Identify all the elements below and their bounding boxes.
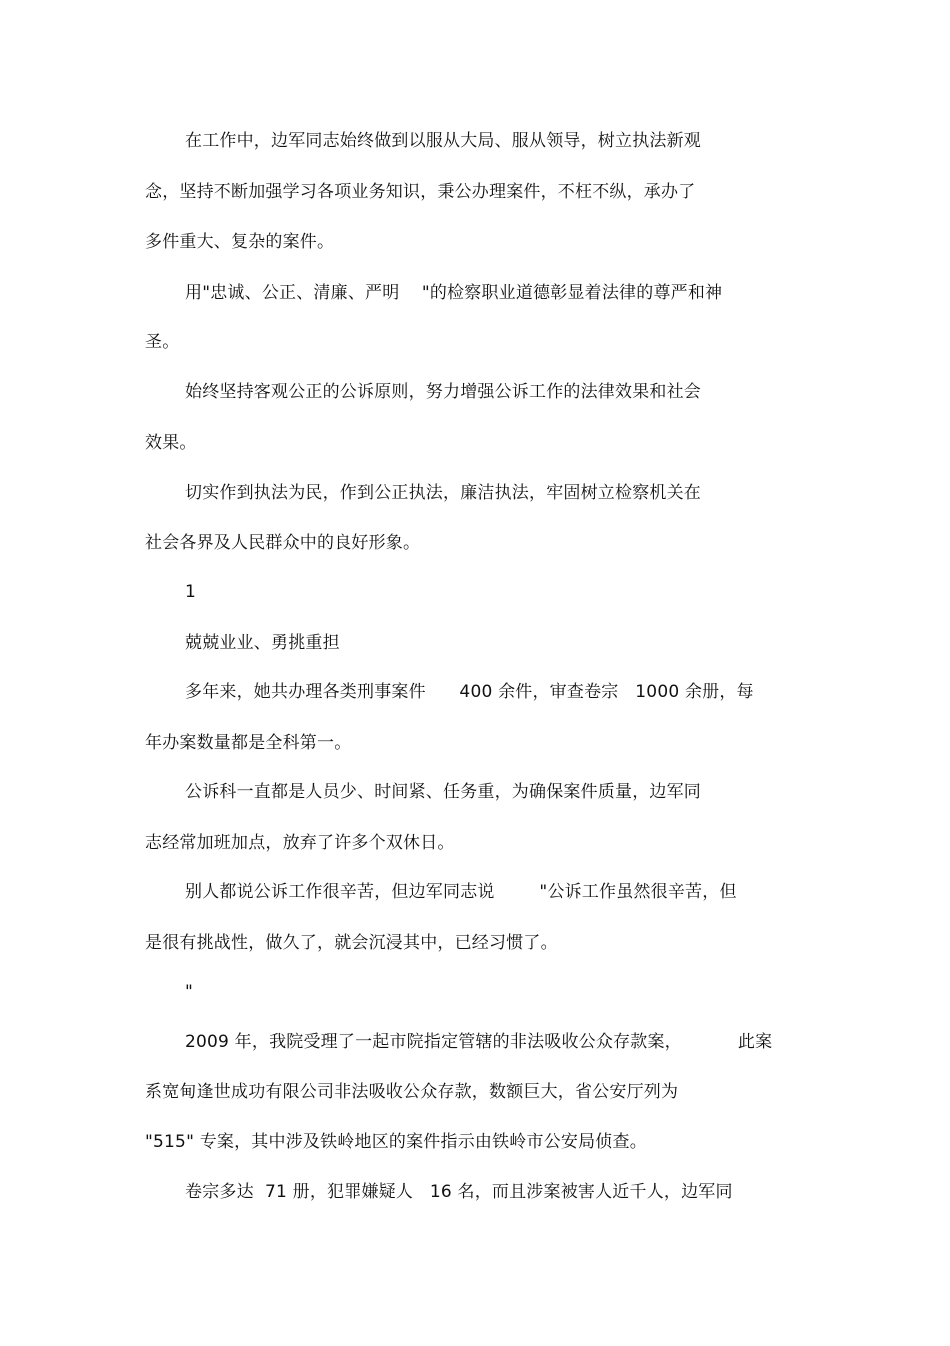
paragraph-line: 圣。: [145, 332, 180, 352]
paragraph-line: 用"忠诚、公正、清廉、严明 "的检察职业道德彰显着法律的尊严和神: [185, 283, 723, 303]
paragraph-line: 志经常加班加点，放弃了许多个双休日。: [145, 833, 455, 853]
paragraph-line: ": [185, 982, 194, 1002]
paragraph-line: 切实作到执法为民，作到公正执法，廉洁执法，牢固树立检察机关在: [185, 483, 701, 503]
paragraph-line: 多件重大、复杂的案件。: [145, 232, 335, 252]
paragraph-line: 多年来，她共办理各类刑事案件 400 余件，审查卷宗 1000 余册，每: [185, 682, 754, 702]
section-number: 1: [185, 582, 197, 602]
paragraph-line: 效果。: [145, 433, 197, 453]
section-heading: 兢兢业业、勇挑重担: [185, 633, 340, 653]
paragraph-line: 念，坚持不断加强学习各项业务知识，秉公办理案件，不枉不纵，承办了: [145, 182, 696, 202]
paragraph-line: 系宽甸逢世成功有限公司非法吸收公众存款，数额巨大，省公安厅列为: [145, 1082, 679, 1102]
paragraph-line: 是很有挑战性，做久了，就会沉浸其中，已经习惯了。: [145, 933, 558, 953]
paragraph-line: 公诉科一直都是人员少、时间紧、任务重，为确保案件质量，边军同: [185, 782, 701, 802]
paragraph-line: "515" 专案，其中涉及铁岭地区的案件指示由铁岭市公安局侦查。: [145, 1132, 647, 1152]
paragraph-line: 始终坚持客观公正的公诉原则，努力增强公诉工作的法律效果和社会: [185, 382, 701, 402]
paragraph-line: 别人都说公诉工作很辛苦，但边军同志说 "公诉工作虽然很辛苦，但: [185, 882, 737, 902]
paragraph-line: 卷宗多达 71 册，犯罪嫌疑人 16 名，而且涉案被害人近千人，边军同: [185, 1182, 733, 1202]
paragraph-line: 年办案数量都是全科第一。: [145, 733, 352, 753]
paragraph-line: 2009 年，我院受理了一起市院指定管辖的非法吸收公众存款案， 此案: [185, 1032, 773, 1052]
paragraph-line: 社会各界及人民群众中的良好形象。: [145, 533, 421, 553]
paragraph-line: 在工作中，边军同志始终做到以服从大局、服从领导，树立执法新观: [185, 131, 701, 151]
